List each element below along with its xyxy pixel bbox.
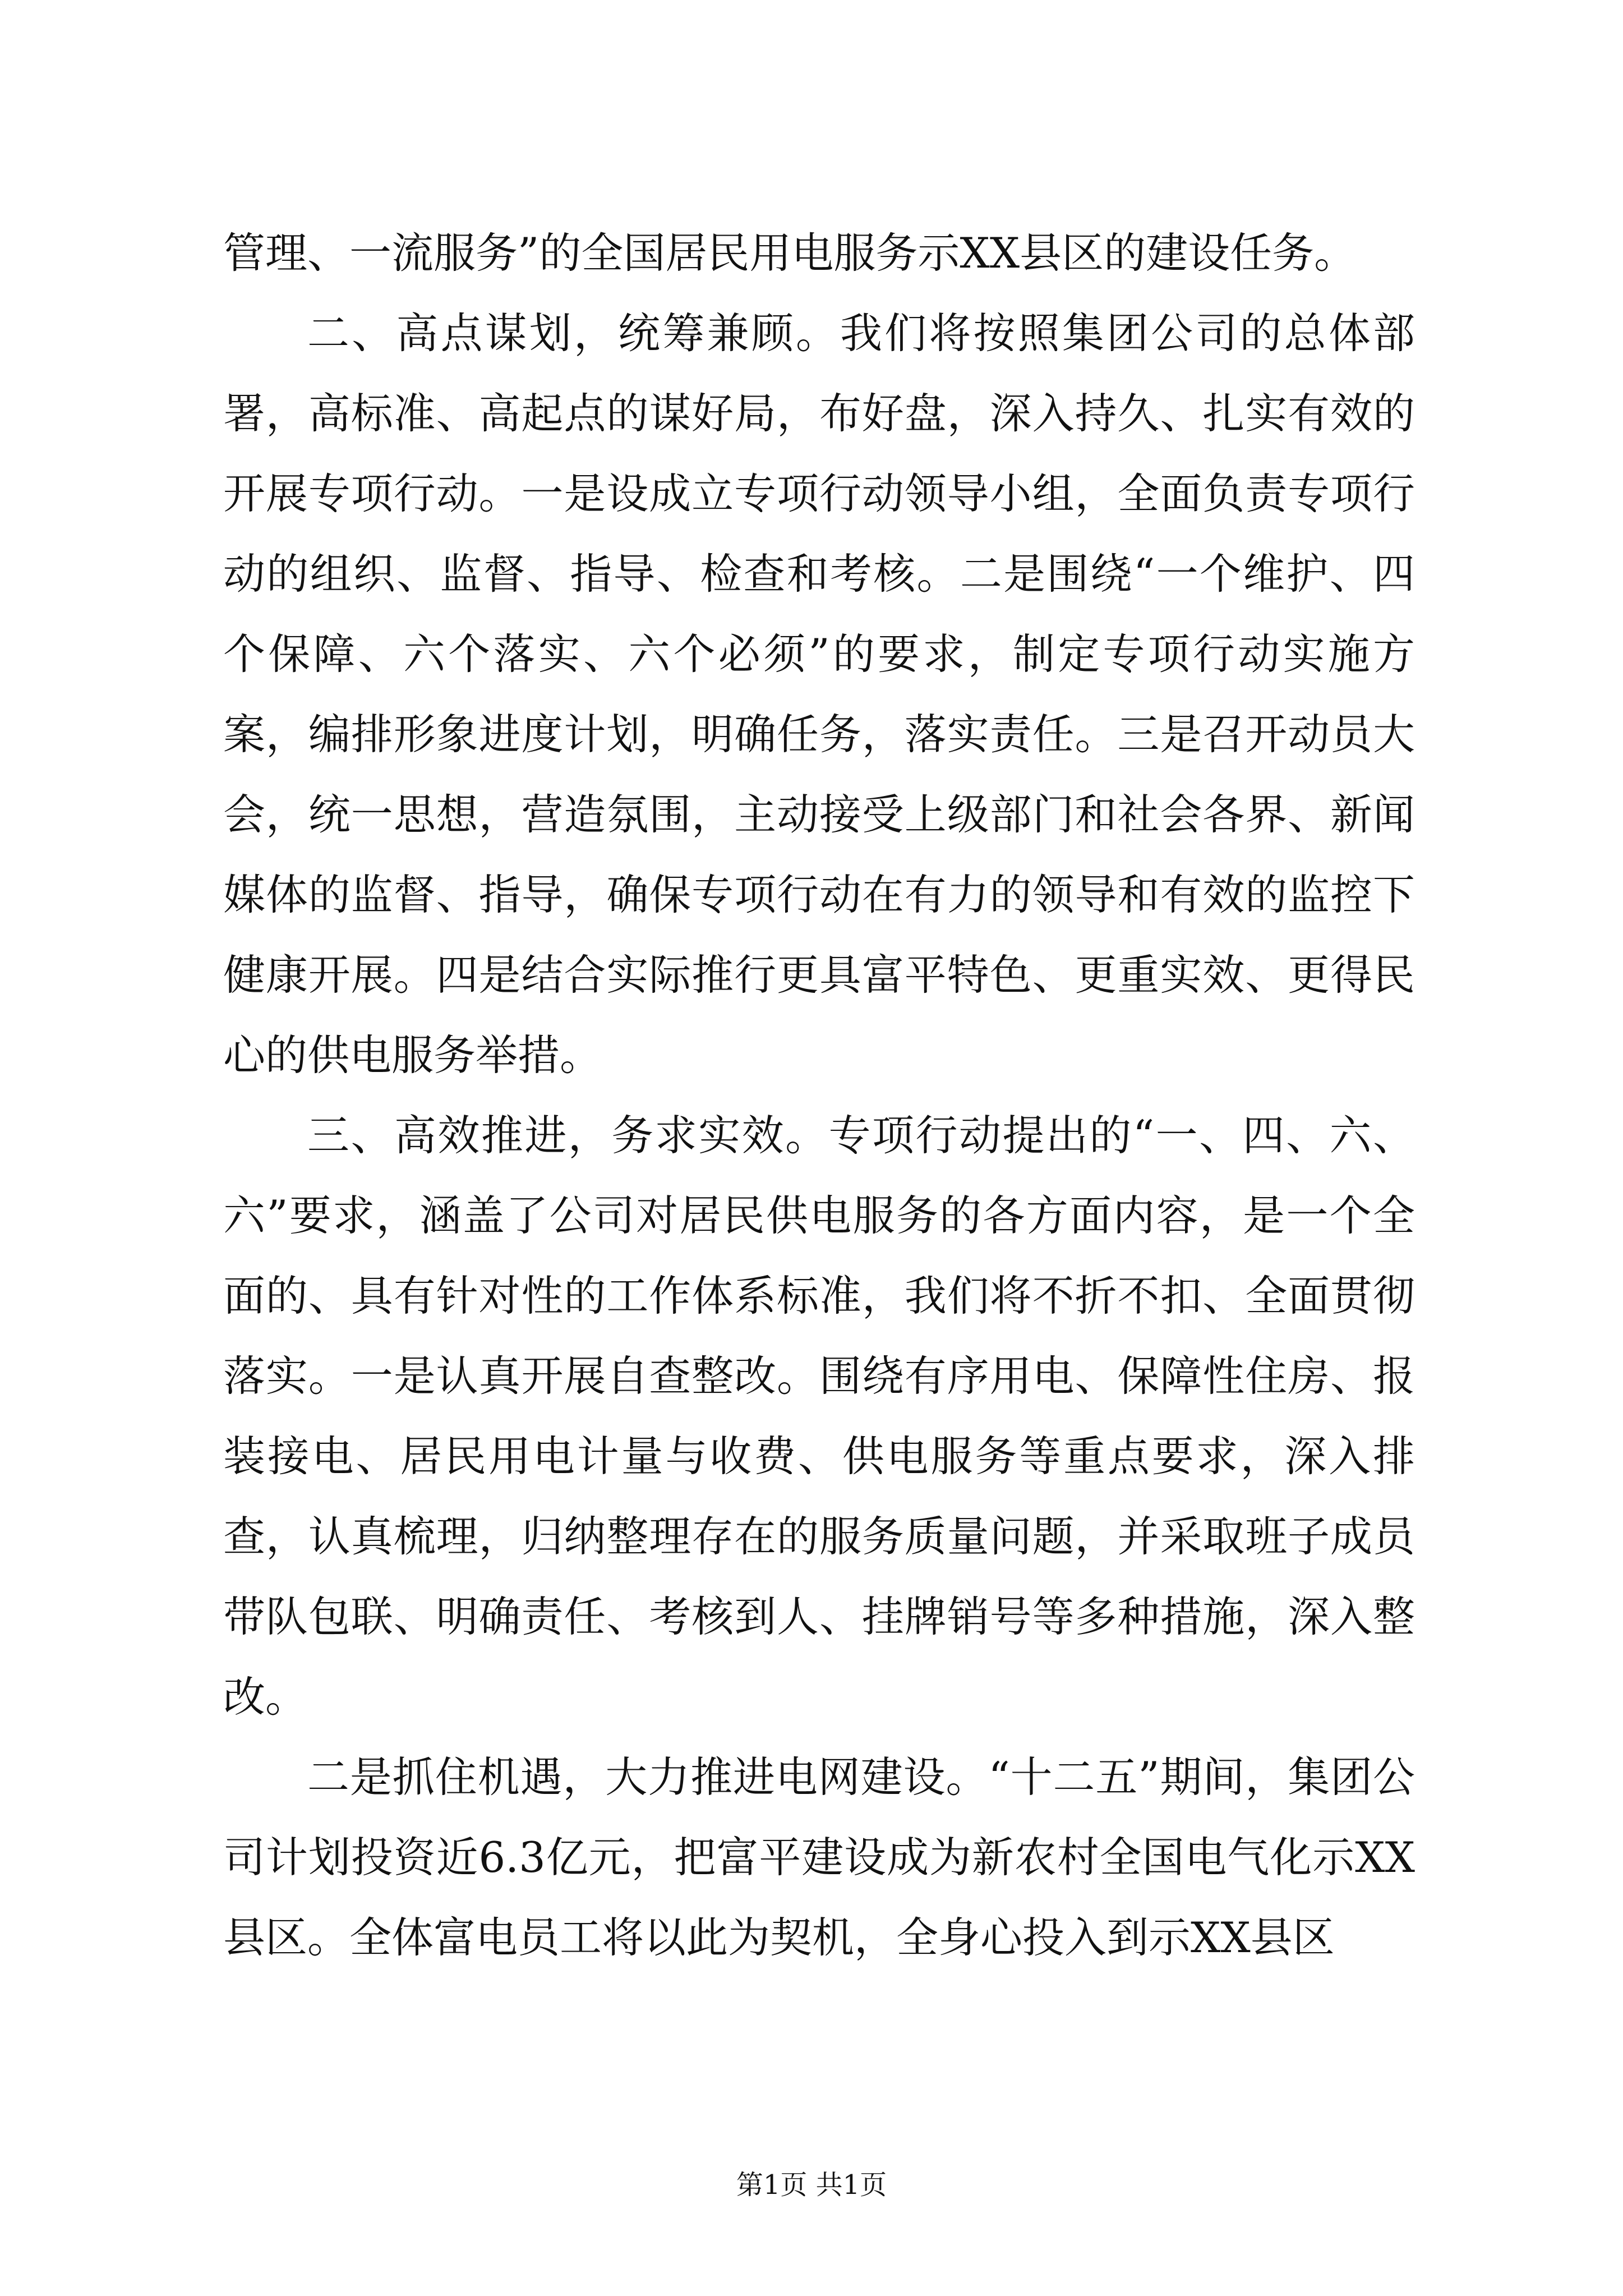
paragraph-grid-construction: 二是抓住机遇，大力推进电网建设。“十二五”期间，集团公司计划投资近6.3亿元，把富平建设成为新农村全国电气化示XX县区。全体富电员工将以此为契机，全身心投入到示XX县区 bbox=[223, 1752, 1415, 1962]
page-footer: 第1页 共1页 bbox=[736, 2169, 887, 2201]
paragraph-section-two: 二、高点谋划，统筹兼顾。我们将按照集团公司的总体部署，高标准、高起点的谋好局，布好盘，深入持久、扎实有效的开展专项行动。一是设成立专项行动领导小组，全面负责专项行动的组织、监督、指导、检查和考核。二是围绕“一个维护、四个保障、六个落实、六个必须”的要求，制定专项行动实施方案，编排形象进度计划，明确任务，落实责任。三是召开动员大会，统一思想，营造氛围，主动接受上级部门和社会各界、新闻媒体的监督、指导，确保专项行动在有力的领导和有效的监控下健康开展。四是结合实际推行更具富平特色、更重实效、更得民心的供电服务举措。 bbox=[223, 309, 1415, 1080]
paragraph-section-three: 三、高效推进，务求实效。专项行动提出的“一、四、六、六”要求，涵盖了公司对居民供电服务的各方面内容，是一个全面的、具有针对性的工作体系标准，我们将不折不扣、全面贯彻落实。一是认真开展自查整改。围绕有序用电、保障性住房、报装接电、居民用电计量与收费、供电服务等重点要求，深入排查，认真梳理，归纳整理存在的服务质量问题，并采取班子成员带队包联、明确责任、考核到人、挂牌销号等多种措施，深入整改。 bbox=[223, 1111, 1415, 1722]
document-body bbox=[223, 213, 1415, 1978]
paragraph-continuation: 管理、一流服务”的全国居民用电服务示XX县区的建设任务。 bbox=[223, 228, 1357, 278]
